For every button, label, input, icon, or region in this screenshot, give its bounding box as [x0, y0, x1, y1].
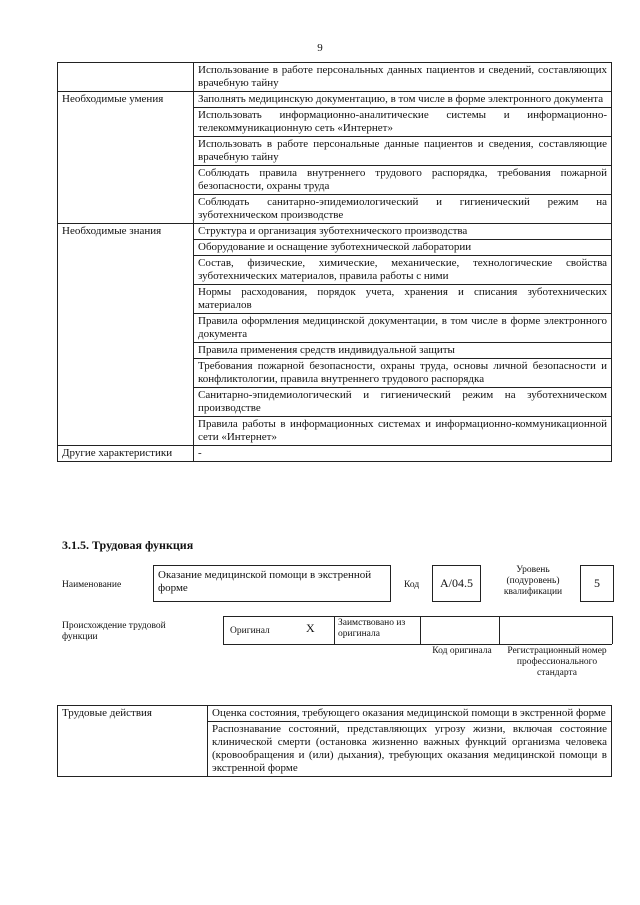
table-cell: Требования пожарной безопасности, охраны труда, основы личной безопасности и конфликтологии, правила внутреннего трудового распорядка: [194, 359, 612, 388]
row-label: Необходимые знания: [58, 224, 194, 446]
table-cell: Заполнять медицинскую документацию, в том числе в форме электронного документа: [194, 92, 612, 108]
labor-actions-table: [57, 705, 612, 777]
table-cell: -: [194, 446, 612, 462]
table-cell: Соблюдать правила внутреннего трудового распорядка, требования пожарной безопасности, охраны труда: [194, 166, 612, 195]
code-value: А/04.5: [440, 576, 473, 590]
origin-divider: [499, 616, 500, 644]
page-number: 9: [317, 42, 323, 54]
origin-divider: [223, 616, 224, 644]
table-cell: Санитарно-эпидемиологический и гигиенический режим на зуботехническом производстве: [194, 388, 612, 417]
table-row: [58, 224, 612, 240]
row-label: Трудовые действия: [58, 706, 208, 777]
row-label: Другие характеристики: [58, 446, 194, 462]
level-value: 5: [594, 576, 600, 590]
original-label: Оригинал: [230, 626, 270, 636]
borrowed-label: Заимствовано из оригинала: [338, 618, 406, 639]
table-cell: Правила работы в информационных системах и информационно-коммуникационной сети «Интернет»: [194, 417, 612, 446]
code-label: Код: [404, 580, 420, 590]
table-cell: Использовать информационно-аналитические системы и информационно-телекоммуникационную сеть «Интернет»: [194, 108, 612, 137]
table-cell: Правила применения средств индивидуальной защиты: [194, 343, 612, 359]
function-name-value: Оказание медицинской помощи в экстренной форме: [158, 569, 372, 594]
table-cell: Состав, физические, химические, механические, технологические свойства зуботехнических материалов, правила работы с ними: [194, 256, 612, 285]
origin-bottom-line: [223, 644, 612, 645]
table-cell: Оценка состояния, требующего оказания медицинской помощи в экстренной форме: [208, 706, 612, 722]
original-mark: X: [306, 621, 315, 635]
origin-divider: [612, 616, 613, 644]
origin-label: Происхождение трудовой функции: [62, 621, 166, 642]
origin-divider: [334, 616, 335, 644]
code-box: [432, 565, 481, 602]
function-name-box: [153, 565, 391, 602]
table-cell: Правила оформления медицинской документации, в том числе в форме электронного документа: [194, 314, 612, 343]
name-label: Наименование: [62, 580, 122, 590]
row-label: Необходимые умения: [58, 92, 194, 224]
table-cell: Нормы расходования, порядок учета, хранения и списания зуботехнических материалов: [194, 285, 612, 314]
code-original-label: Код оригинала: [432, 646, 492, 656]
table-row: [58, 446, 612, 462]
level-label: Уровень (подуровень) квалификации: [503, 565, 563, 597]
table-cell: Оборудование и оснащение зуботехнической лаборатории: [194, 240, 612, 256]
competence-table: [57, 62, 612, 462]
table-cell: Использование в работе персональных данных пациентов и сведений, составляющих врачебную тайну: [194, 63, 612, 92]
reg-number-label: Регистрационный номер профессионального стандарта: [507, 646, 607, 678]
level-box: [580, 565, 614, 602]
table-cell: Использовать в работе персональные данные пациентов и сведения, составляющие врачебную тайну: [194, 137, 612, 166]
table-cell: Распознавание состояний, представляющих угрозу жизни, включая состояние клинической смерти (остановка жизненно важных функций организма человека (кровообращения и (или) дыхания), требующих оказания медицинской помощи в экстренной форме: [208, 722, 612, 777]
table-row: [58, 63, 612, 92]
table-row: [58, 706, 612, 722]
table-cell: Структура и организация зуботехнического производства: [194, 224, 612, 240]
table-cell: Соблюдать санитарно-эпидемиологический и гигиенический режим на зуботехническом производстве: [194, 195, 612, 224]
table-row: [58, 92, 612, 108]
section-title: 3.1.5. Трудовая функция: [62, 538, 194, 552]
row-label: [58, 63, 194, 92]
origin-top-line: [223, 616, 612, 617]
